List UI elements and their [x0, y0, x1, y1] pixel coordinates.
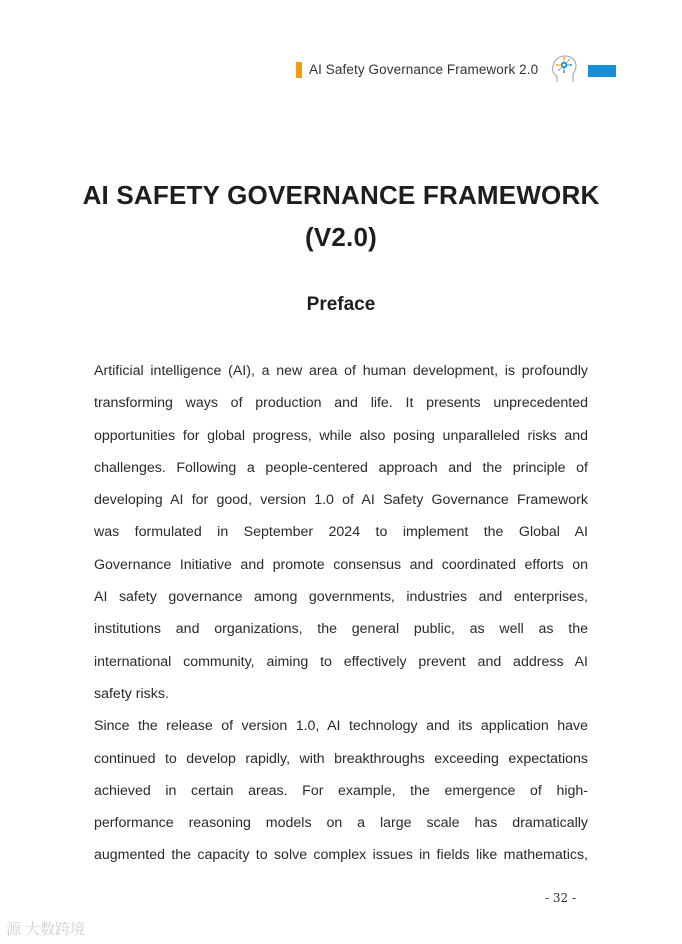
- document-title-line-2: (V2.0): [304, 222, 377, 252]
- header-color-bar: [588, 65, 616, 77]
- body-line: achieved in certain areas. For example, the emergence of high-: [94, 782, 588, 799]
- body-line: augmented the capacity to solve complex issues in fields like mathematics,: [94, 847, 588, 864]
- document-title: [60, 174, 622, 258]
- section-heading-preface: Preface: [306, 294, 376, 315]
- watermark-logo: 源 大数跨境: [6, 921, 86, 938]
- body-line: transforming ways of production and life. It presents unprecedented: [94, 395, 588, 412]
- body-line: international community, aiming to effectively prevent and address AI: [94, 653, 588, 670]
- body-line: Artificial intelligence (AI), a new area of human development, is profoundly: [94, 363, 588, 379]
- body-line: performance reasoning models on a large scale has dramatically: [94, 815, 588, 832]
- brain-circuit-head-icon: [549, 52, 579, 84]
- body-line: opportunities for global progress, while also posing unparalleled risks and: [94, 427, 588, 444]
- body-line: was formulated in September 2024 to implement the Global AI: [94, 524, 588, 541]
- body-line: institutions and organizations, the general public, as well as the: [94, 621, 588, 638]
- body-line: developing AI for good, version 1.0 of AI Safety Governance Framework: [94, 492, 588, 509]
- preface-body: [94, 355, 588, 872]
- body-line: safety risks.: [94, 685, 169, 702]
- header-accent-mark: [296, 62, 302, 78]
- body-line: continued to develop rapidly, with breakthroughs exceeding expectations: [94, 750, 588, 767]
- running-header: [296, 56, 616, 82]
- header-title: AI Safety Governance Framework 2.0: [309, 62, 539, 77]
- page-number: - 32 -: [545, 891, 577, 905]
- body-line: AI safety governance among governments, industries and enterprises,: [94, 589, 588, 606]
- body-line: Since the release of version 1.0, AI technology and its application have: [94, 718, 588, 735]
- document-title-line-1: AI SAFETY GOVERNANCE FRAMEWORK: [82, 180, 600, 210]
- body-line: challenges. Following a people-centered approach and the principle of: [94, 459, 588, 476]
- body-line: Governance Initiative and promote consensus and coordinated efforts on: [94, 556, 588, 573]
